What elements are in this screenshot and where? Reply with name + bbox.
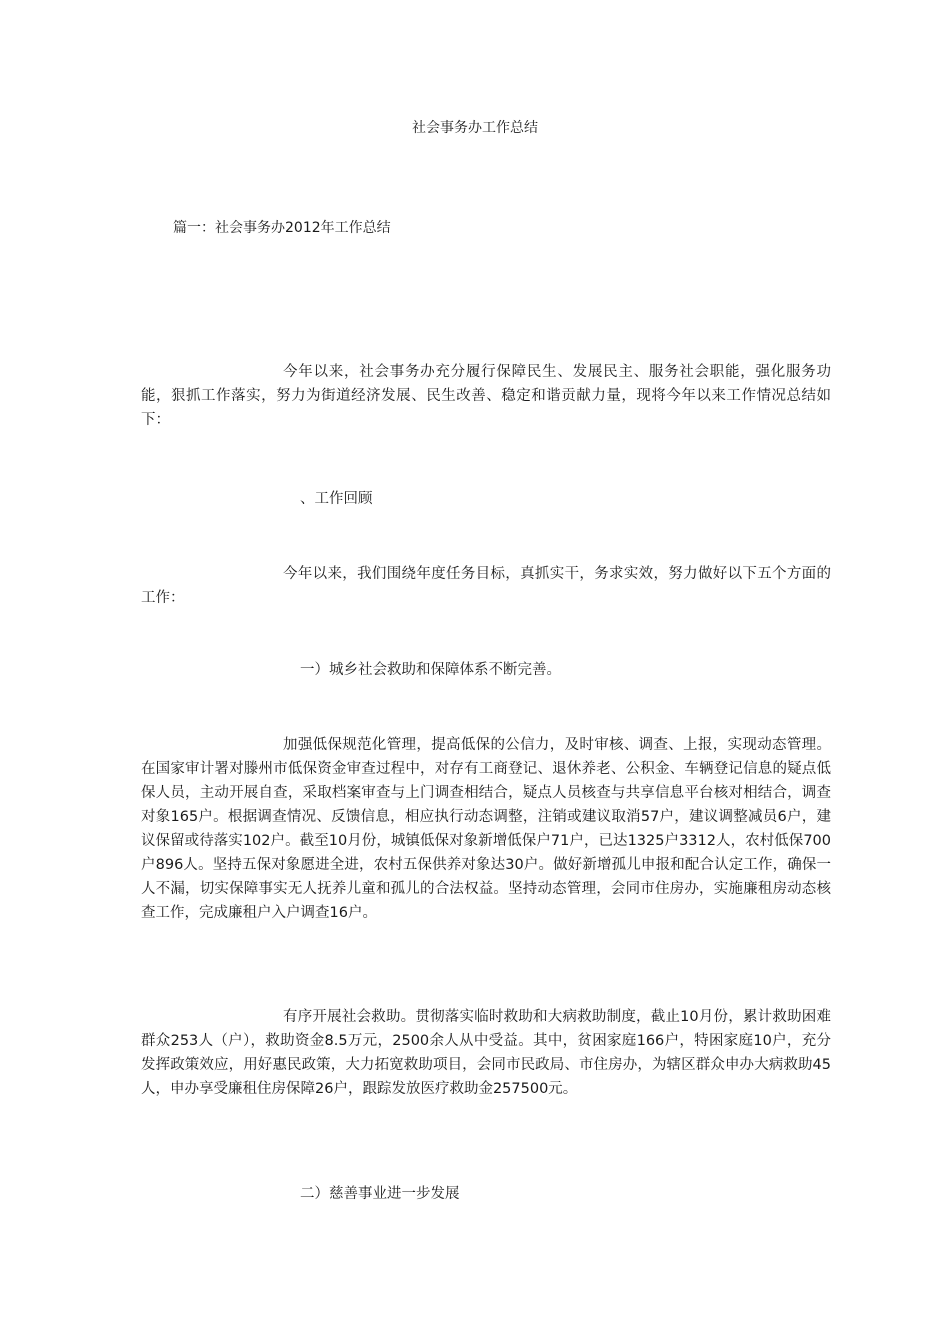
body-paragraph-low-income: 加强低保规范化管理，提高低保的公信力，及时审核、调查、上报，实现动态管理。在国家审计署对滕州市低保资金审查过程中，对存有工商登记、退休养老、公积金、车辆登记信息的疑点低保人员，主动开展自查，采取档案审查与上门调查相结合，疑点人员核查与共享信息平台核对相结合，调查对象165户。根据调查情况、反馈信息，相应执行动态调整，注销或建议取消57户，建议调整减员6户，建议保留或待落实102户。截至10月份，城镇低保对象新增低保户71户，已达1325户3312人，农村低保700户896人。坚持五保对象愿进全进，农村五保供养对象达30户。做好新增孤儿申报和配合认定工作，确保一人不漏，切实保障事实无人抚养儿童和孤儿的合法权益。坚持动态管理，会同市住房办，实施廉租房动态核查工作，完成廉租户入户调查16户。 — [141, 737, 831, 921]
document-subtitle: 篇一：社会事务办2012年工作总结 — [173, 220, 391, 236]
document-title: 社会事务办工作总结 — [412, 120, 538, 136]
section-heading-social-assistance: 一）城乡社会救助和保障体系不断完善。 — [300, 662, 561, 678]
overview-paragraph: 今年以来，我们围绕年度任务目标，真抓实干，务求实效，努力做好以下五个方面的工作： — [141, 566, 831, 606]
section-heading-charity: 二）慈善事业进一步发展 — [300, 1186, 460, 1202]
intro-paragraph: 今年以来，社会事务办充分履行保障民生、发展民主、服务社会职能，强化服务功能，狠抓工作落实，努力为街道经济发展、民生改善、稳定和谐贡献力量，现将今年以来工作情况总结如下： — [141, 364, 831, 428]
body-paragraph-social-relief: 有序开展社会救助。贯彻落实临时救助和大病救助制度，截止10月份，累计救助困难群众253人（户），救助资金8.5万元，2500余人从中受益。其中，贫困家庭166户，特困家庭10户，充分发挥政策效应，用好惠民政策，大力拓宽救助项目，会同市民政局、市住房办，为辖区群众申办大病救助45人，申办享受廉租住房保障26户，跟踪发放医疗救助金257500元。 — [141, 1009, 831, 1097]
section-heading-work-review: 、工作回顾 — [300, 491, 373, 507]
